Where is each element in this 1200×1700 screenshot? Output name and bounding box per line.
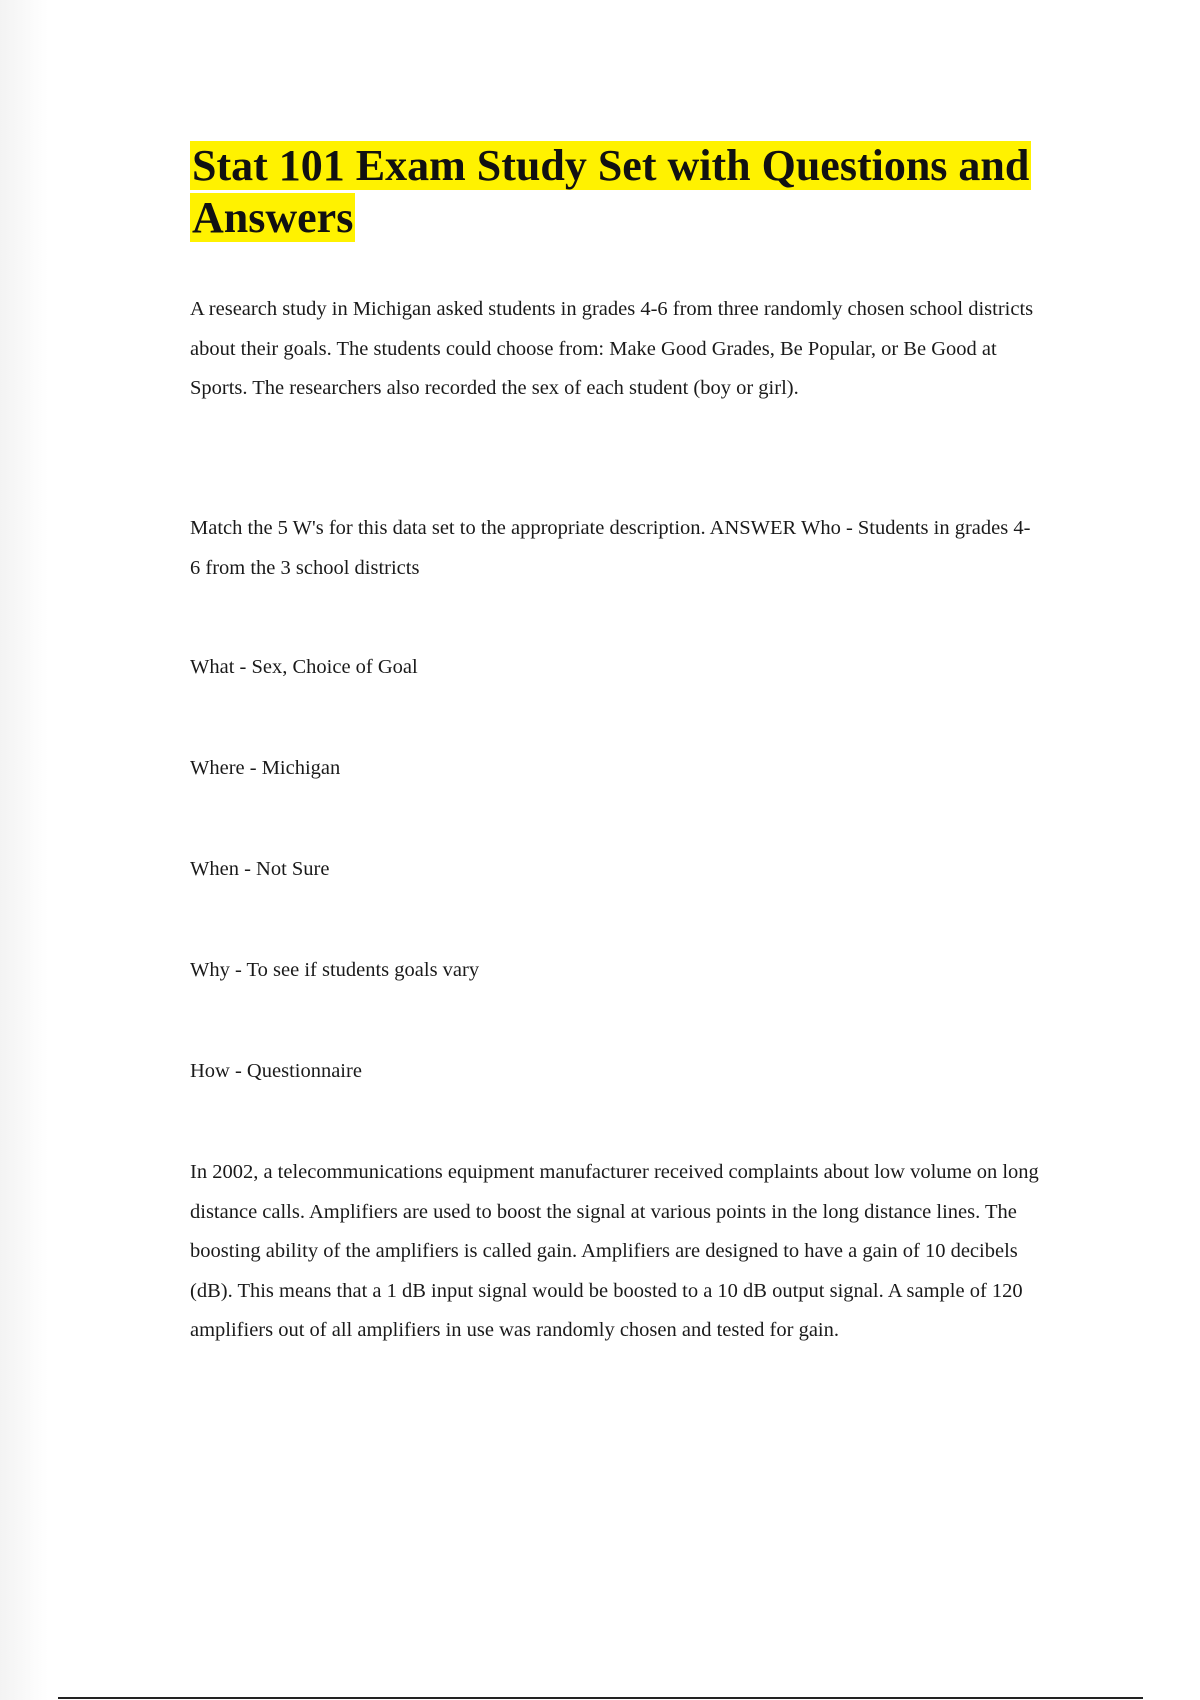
paragraph-why: Why - To see if students goals vary: [190, 959, 480, 981]
title-highlight: Stat 101 Exam Study Set with Questions and Answers: [192, 141, 1030, 242]
paragraph-amplifier-study: In 2002, a telecommunications equipment manufacturer received complaints about low volume on long distance calls. Amplifiers are used to boost the signal at various points in the long distance lines. The boosting ability of the amplifiers is called gain. Amplifiers are designed to have a gain of 10 decibels (dB). This means that a 1 dB input signal would be boosted to a 10 dB output signal. A sample of 120 amplifiers out of all amplifiers in use was randomly chosen and tested for gain.: [190, 1161, 1039, 1341]
page-edge-shadow: [0, 0, 48, 1700]
paragraph-study-description: A research study in Michigan asked students in grades 4-6 from three randomly chosen school districts about their goals. The students could choose from: Make Good Grades, Be Popular, or Be Good at Sports. The researchers also recorded the sex of each student (boy or girl).: [190, 298, 1034, 399]
paragraph-five-ws-question: Match the 5 W's for this data set to the appropriate description. ANSWER Who - Students in grades 4-6 from the 3 school districts: [190, 517, 1031, 579]
page-title: [190, 140, 1070, 244]
paragraph-how: How - Questionnaire: [190, 1060, 362, 1082]
paragraph-where: Where - Michigan: [190, 757, 341, 779]
paragraph-when: When - Not Sure: [190, 858, 330, 880]
footer-divider: [58, 1697, 1143, 1699]
paragraph-what: What - Sex, Choice of Goal: [190, 656, 418, 678]
